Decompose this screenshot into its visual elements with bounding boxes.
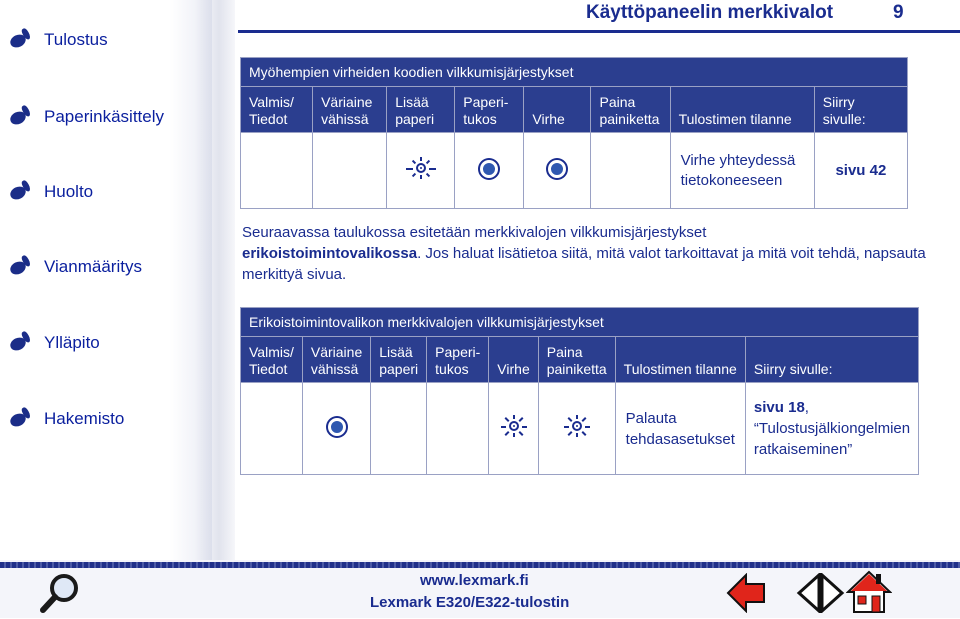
page-title: Käyttöpaneelin merkkivalot [586,2,834,23]
sidebar-item-label: Hakemisto [44,409,125,428]
next-icon [818,573,846,613]
col-header: Paina painiketta [538,337,615,383]
bullet-icon [10,335,38,351]
lamp-cell [302,383,370,475]
home-button[interactable] [846,570,892,619]
paragraph-text: Seuraavassa taulukossa esitetään merkkivalojen vilkkumisjärjestykset [242,224,707,241]
sidebar-item-paperinkasittely[interactable] [10,107,164,127]
blinking-light-icon [560,415,594,439]
description-paragraph [242,222,932,285]
lamp-cell [591,133,670,209]
lamp-cell [387,133,455,209]
home-icon [846,570,892,614]
col-header: Siirry sivulle: [814,87,907,133]
bullet-icon [10,184,38,200]
lamp-cell [455,133,524,209]
goto-link-text[interactable]: sivu 42 [835,162,887,179]
col-header: Siirry sivulle: [745,337,918,383]
title-rule [238,30,960,33]
search-button[interactable] [38,572,84,614]
col-header: Virhe [524,87,591,133]
col-header: Väriaine vähissä [313,87,387,133]
col-header: Virhe [489,337,538,383]
sidebar-item-yllapito[interactable] [10,333,100,353]
table-caption: Myöhempien virheiden koodien vilkkumisjärjestykset [241,58,908,87]
col-header: Paina painiketta [591,87,670,133]
col-header: Tulostimen tilanne [615,337,745,383]
sidebar-item-tulostus[interactable] [10,30,108,50]
next-page-button[interactable] [818,573,846,618]
lamp-cell [538,383,615,475]
lamp-cell [241,133,313,209]
back-arrow-icon [726,573,766,613]
back-button[interactable] [726,573,766,618]
footer-url[interactable]: www.lexmark.fi [420,572,529,589]
lamp-cell [427,383,489,475]
lamp-cell [241,383,303,475]
paragraph-text: . Jos haluat lisätietoa siitä, mitä valot tarkoittavat ja mitä voit tehdä, napsauta merkittyä sivua. [242,245,926,283]
col-header: Lisää paperi [387,87,455,133]
lamp-cell [524,133,591,209]
sidebar-item-huolto[interactable] [10,182,93,202]
blinking-light-icon [497,415,531,439]
page-number: 9 [893,2,904,23]
col-header: Tulostimen tilanne [670,87,814,133]
bullet-icon [10,32,38,48]
light-on-icon [548,160,566,178]
search-icon [38,572,84,614]
light-on-icon [328,418,346,436]
bullet-icon [10,109,38,125]
footer-rule [0,562,960,568]
goto-link[interactable]: sivu 18 [753,399,805,416]
blink-table-later-errors [240,57,908,209]
col-header: Paperi- tukos [455,87,524,133]
sidebar-item-label: Paperinkäsittely [44,107,165,126]
lamp-cell [313,133,387,209]
lamp-cell [489,383,538,475]
paragraph-bold: erikoistoimintovalikossa [242,245,418,262]
blink-table-special-functions [240,307,919,475]
bullet-icon [10,259,38,275]
footer-product: Lexmark E320/E322-tulostin [370,594,570,611]
blinking-light-icon [404,157,438,181]
col-header: Valmis/ Tiedot [241,87,313,133]
goto-text: , “Tulostusjälkiongelmien ratkaiseminen” [753,399,911,458]
sidebar-shadow [195,0,235,560]
col-header: Paperi- tukos [427,337,489,383]
sidebar-item-label: Huolto [44,182,94,201]
sidebar-item-label: Vianmääritys [44,257,142,276]
col-header: Lisää paperi [371,337,427,383]
sidebar-item-vianmaaritys[interactable] [10,257,142,277]
col-header: Väriaine vähissä [302,337,370,383]
printer-situation: Virhe yhteydessä tietokoneeseen [670,133,814,209]
col-header: Valmis/ Tiedot [241,337,303,383]
sidebar-item-label: Ylläpito [44,333,100,352]
goto-cell [745,383,918,475]
table-caption: Erikoistoimintovalikon merkkivalojen vilkkumisjärjestykset [241,308,919,337]
sidebar-item-label: Tulostus [44,30,108,49]
printer-situation: Palauta tehdasasetukset [615,383,745,475]
sidebar-item-hakemisto[interactable] [10,409,124,429]
sidebar [0,0,212,560]
lamp-cell [371,383,427,475]
light-on-icon [480,160,498,178]
bullet-icon [10,411,38,427]
goto-link[interactable] [814,133,907,209]
